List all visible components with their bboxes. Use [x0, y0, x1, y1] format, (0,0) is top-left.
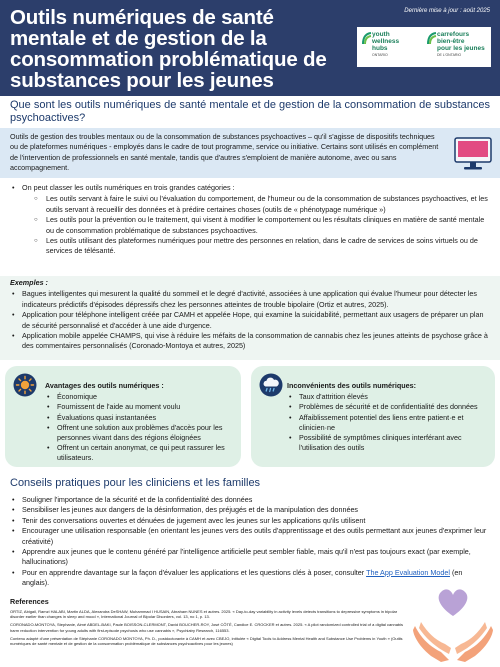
categories-section: [10, 183, 490, 257]
list-item: • Évaluations quasi instantanées: [45, 413, 237, 423]
app-evaluation-model-link[interactable]: The App Evaluation Model: [366, 567, 450, 577]
list-item: • Apprendre aux jeunes que le contenu généré par l'intelligence artificielle peut sembler fiable, mais qu'il n'est pas toujours exact (par exemple, hallucinations): [10, 547, 490, 568]
logo-text: carrefours: [437, 31, 470, 38]
definition-text: Outils de gestion des troubles mentaux ou de la consommation de substances psychoactives – qu'il s'agisse de dispositifs techniques ou de plateformes numériques - employés dans le cadre de tout programme, service ou initiative. Certains sont utilisés en complément de l'intervention de professionnels en santé mentale, tandis que d'autres s'emploient de manière autonome, avec ou sans accompagnement.: [10, 132, 439, 173]
list-item: • Fournissent de l'aide au moment voulu: [45, 402, 237, 412]
logo-text: wellness: [372, 38, 400, 45]
list-item: • Sensibiliser les jeunes aux dangers de la désinformation, des préjugés et de la manipulation des données: [10, 505, 490, 515]
logo-text: bien-être: [437, 38, 465, 45]
logo-tag: DE L'ONTARIO: [437, 53, 462, 57]
list-item: • Offrent une solution aux problèmes d'accès pour les personnes vivant dans des régions éloignées: [45, 423, 237, 443]
logos-panel: [357, 27, 491, 67]
logo-text: pour les jeunes: [437, 45, 485, 52]
list-item: • Application mobile appelée CHAMPS, qui vise à réduire les méfaits de la consommation de cannabis chez les jeunes atteints de psychose grâce à des commentaires personnalisés (Coronado-Montoya et autres, 2025): [10, 331, 490, 352]
tips-last-suffix: (en anglais).: [22, 567, 463, 588]
reference-item: CORONADO-MONTOYA, Stephanie, Aimé ABDEL-BAKI, Paule BOISSON-CLERMONT, David BOUCHER-ROY, José CÔTÉ, Candice E. CROCKER et autres. 2025. « A pilot randomized controlled trial of a digital cannabis harm reduction intervention for young adults with first-episode psychosis who use cannabis », Psychiatry Research, 116553.: [10, 622, 404, 633]
rain-cloud-icon: [259, 373, 283, 397]
list-item: ○ Les outils pour la prévention ou le traitement, qui visent à modifier le comportement ou les résultats cliniques en matière de santé mentale ou de consommation problématique de substances psychoactives.: [32, 215, 490, 236]
list-item: • Problèmes de sécurité et de confidentialité des données: [287, 402, 491, 412]
disadvantages-body: [287, 381, 491, 453]
logo-tag: ONTARIO: [372, 53, 388, 57]
list-item: • Offrent un certain anonymat, ce qui peut rassurer les utilisateurs.: [45, 443, 237, 463]
list-item: • Application pour téléphone intelligent créée par CAMH et appelée Hope, qui examine la suicidabilité, permettant aux usagers de préparer un plan de sécurité personnalisé et d'accéder à une aide d'urgence.: [10, 310, 490, 331]
logo-text: hubs: [372, 45, 388, 52]
computer-monitor-icon: [454, 137, 492, 171]
list-item: [10, 183, 490, 257]
list-item: • Bagues intelligentes qui mesurent la qualité du sommeil et le degré d'activité, associées à une application qui évalue l'humeur pour détecter les indicateurs prédictifs d'épisodes dépressifs chez les personnes atteintes de trouble bipolaire (Ortiz et autres, 2025).: [10, 289, 490, 310]
examples-title: Exemples :: [10, 278, 48, 287]
youth-wellness-hubs-logo: [360, 30, 420, 64]
last-updated: Dernière mise à jour : août 2025: [404, 8, 490, 14]
categories-intro: On peut classer les outils numériques en trois grandes catégories :: [22, 183, 235, 192]
section-heading-question: Que sont les outils numériques de santé mentale et de gestion de la consommation de substances psychoactives?: [10, 99, 491, 124]
list-item: • Possibilité de symptômes cliniques interférant avec l'utilisation des outils: [287, 433, 491, 453]
tips-last-prefix: Pour en apprendre davantage sur la façon d'évaluer les applications et les questions clés à poser, consulter: [22, 567, 367, 577]
examples-section: [10, 278, 490, 352]
sun-icon: [13, 373, 37, 397]
list-item: ○ Les outils utilisant des plateformes numériques pour mettre des personnes en relation, dans le cadre de services de soins virtuels ou de services de télésanté.: [32, 236, 490, 257]
disadvantages-card: [251, 366, 495, 467]
list-item: • Taux d'attrition élevés: [287, 392, 491, 402]
page-title: Outils numériques de santé mentale et de gestion de la consommation problématique de substances pour les jeunes: [10, 6, 327, 92]
list-item: • Économique: [45, 392, 237, 402]
logo-text: youth: [372, 31, 390, 38]
advantages-title: Avantages des outils numériques :: [45, 381, 164, 390]
section-heading-tips: Conseils pratiques pour les cliniciens et les familles: [10, 477, 261, 489]
header-banner: [0, 0, 500, 96]
list-item: • Encourager une utilisation responsable (en orientant les jeunes vers des outils d'apprentissage et des outils permettant aux jeunes d'exprimer leur créativité): [10, 526, 490, 547]
list-item: • Souligner l'importance de la sécurité et de la confidentialité des données: [10, 495, 490, 505]
advantages-body: [45, 381, 237, 464]
hands-holding-heart-icon: [411, 586, 495, 664]
advantages-card: [5, 366, 241, 467]
list-item: • Affaiblissement potentiel des liens entre patient·e et clinicien·ne: [287, 413, 491, 433]
carrefours-bien-etre-logo: [425, 30, 489, 64]
disadvantages-title: Inconvénients des outils numériques:: [287, 381, 416, 390]
tips-section: [10, 495, 490, 589]
list-item: ○ Les outils servant à faire le suivi ou l'évaluation du comportement, de l'humeur ou de la consommation de substances psychoactives, et les outils servant à recueillir des données et à prédire certaines choses (outils de « phénotypage numérique »): [32, 194, 490, 215]
list-item: • Tenir des conversations ouvertes et dénuées de jugement avec les jeunes sur les applications qu'ils utilisent: [10, 516, 490, 526]
references-section: [10, 597, 405, 649]
reference-item: ORTIZ, Abigail, Ramzi HALABI, Martin ALDA, Alexandra DeSHAW, Muhammad I HUSAIN, Abraham NUNES et autres. 2025. « Day-to-day variability in activity levels detects transitions to depressive symptoms in bipolar disorder earlier than changes in sleep and mood », International Journal of Bipolar Disorders, vol. 13, no 1, p. 13.: [10, 609, 398, 620]
reference-item: Contenu adapté d'une présentation de Stéphanie CORONADO MONTOYA, Ph. D., postdoctorante à CAMH et avec CBEJO, intitulée « Digital Tools to Address Mental Health and Substance Use Problems in Youth » (Outils numériques de santé mentale et de gestion de la consommation problématique de substances psychoactives pour les jeunes): [10, 635, 403, 647]
references-heading: References: [10, 597, 49, 606]
